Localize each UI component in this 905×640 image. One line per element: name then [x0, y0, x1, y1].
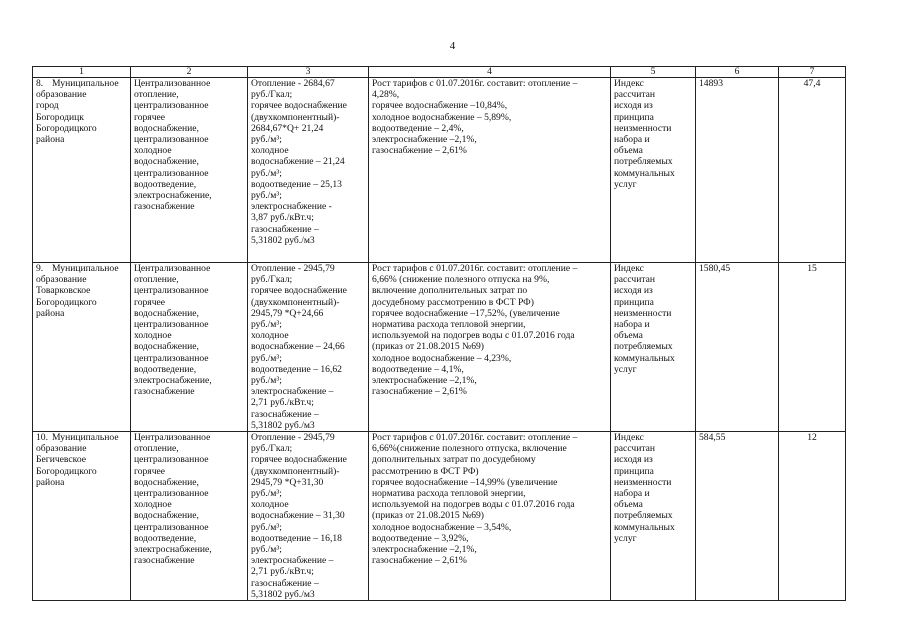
municipality-name: Муниципальное образование Бегичевское Богородицкого района [36, 432, 119, 488]
municipality-cell [33, 263, 131, 432]
services-cell: Централизованное отопление, централизованное горячее водоснабжение, централизованное холодное водоснабжение, централизованное водоотведение, электроснабжение, газоснабжение [131, 432, 248, 601]
header-cell: 6 [696, 67, 779, 78]
header-cell: 7 [779, 67, 846, 78]
col6-cell: 1580,45 [696, 263, 779, 432]
table-row [33, 432, 846, 601]
index-cell: Индекс рассчитан исходя из принципа неизменности набора и объема потребляемых коммунальных услуг [611, 78, 696, 263]
col7-cell: 47,4 [779, 78, 846, 263]
services-cell: Централизованное отопление, централизованное горячее водоснабжение, централизованное холодное водоснабжение, централизованное водоотведение, электроснабжение, газоснабжение [131, 78, 248, 263]
index-cell: Индекс рассчитан исходя из принципа неизменности набора и объема потребляемых коммунальных услуг [611, 263, 696, 432]
growth-cell: Рост тарифов с 01.07.2016г. составит: отопление – 4,28%, горячее водоснабжение –10,84%, холодное водоснабжение – 5,89%, водоотведение – 2,4%, электроснабжение –2,1%, газоснабжение – 2,61% [369, 78, 611, 263]
growth-cell: Рост тарифов с 01.07.2016г. составит: отопление – 6,66% (снижение полезного отпуска на 9%, включение дополнительных затрат по досудебному рассмотрению в ФСТ РФ) горячее водоснабжение –17,52%, (увеличение норматива расхода тепловой энергии, используемой на подогрев воды с 01.07.2016 года (приказ от 21.08.2015 №69) холодное водоснабжение – 4,23%, водоотведение – 4,1%, электроснабжение –2,1%, газоснабжение – 2,61% [369, 263, 611, 432]
growth-cell: Рост тарифов с 01.07.2016г. составит: отопление – 6,66%(снижение полезного отпуска, включение дополнительных затрат по досудебному рассмотрению в ФСТ РФ) горячее водоснабжение –14,99% (увеличение норматива расхода тепловой энергии, используемой на подогрев воды с 01.07.2016 года (приказ от 21.08.2015 №69) холодное водоснабжение – 3,54%, водоотведение – 3,92%, электроснабжение –2,1%, газоснабжение – 2,61% [369, 432, 611, 601]
tariff-table [32, 66, 846, 601]
row-number: 8. [36, 78, 44, 89]
index-cell: Индекс рассчитан исходя из принципа неизменности набора и объема потребляемых коммунальных услуг [611, 432, 696, 601]
header-cell: 2 [131, 67, 248, 78]
header-cell: 5 [611, 67, 696, 78]
col6-cell: 584,55 [696, 432, 779, 601]
header-cell: 1 [33, 67, 131, 78]
services-cell: Централизованное отопление, централизованное горячее водоснабжение, централизованное холодное водоснабжение, централизованное водоотведение, электроснабжение, газоснабжение [131, 263, 248, 432]
header-cell: 4 [369, 67, 611, 78]
table-row [33, 263, 846, 432]
col7-cell: 15 [779, 263, 846, 432]
tariffs-cell: Отопление - 2945,79 руб./Гкал; горячее водоснабжение (двухкомпонентный)- 2945,79 *Q+31,30 руб./м³; холодное водоснабжение – 31,30 руб./м³; водоотведение – 16,18 руб./м³; электроснабжение – 2,71 руб./кВт.ч; газоснабжение – 5,31802 руб./м3 [248, 432, 369, 601]
municipality-cell [33, 78, 131, 263]
municipality-name: Муниципальное образование Товарковское Богородицкого района [36, 263, 119, 319]
table-row [33, 78, 846, 263]
header-cell: 3 [248, 67, 369, 78]
row-number: 9. [36, 263, 44, 274]
header-row [33, 67, 846, 78]
row-number: 10. [36, 432, 48, 444]
col6-cell: 14893 [696, 78, 779, 263]
tariffs-cell: Отопление - 2684,67 руб./Гкал; горячее водоснабжение (двухкомпонентный)- 2684,67*Q+ 21,24 руб./м³; холодное водоснабжение – 21,24 руб./м³; водоотведение – 25,13 руб./м³; электроснабжение - 3,87 руб./кВт.ч; газоснабжение – 5,31802 руб./м3 [248, 78, 369, 263]
col7-cell: 12 [779, 432, 846, 601]
page-number: 4 [449, 40, 456, 52]
municipality-cell [33, 432, 131, 601]
municipality-name: Муниципальное образование город Богородицк Богородицкого района [36, 78, 119, 146]
tariffs-cell: Отопление - 2945,79 руб./Гкал; горячее водоснабжение (двухкомпонентный)- 2945,79 *Q+24,66 руб./м³; холодное водоснабжение – 24,66 руб./м³; водоотведение – 16,62 руб./м³; электроснабжение – 2,71 руб./кВт.ч; газоснабжение – 5,31802 руб./м3 [248, 263, 369, 432]
